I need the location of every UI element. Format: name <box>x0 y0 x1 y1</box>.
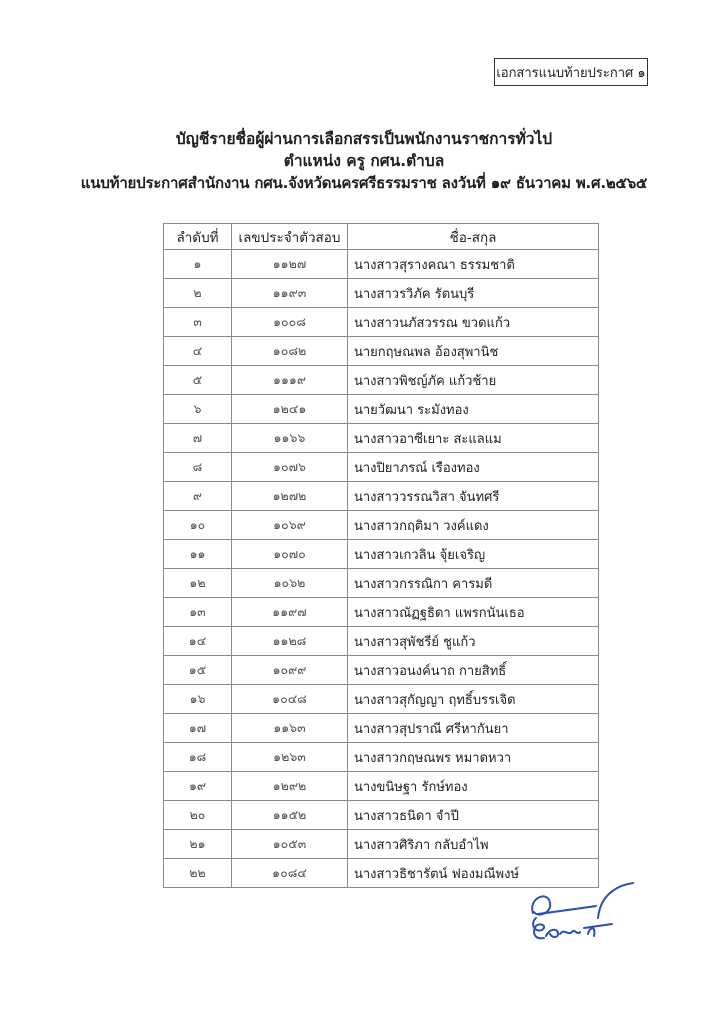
row-exam-id: ๑๐๗๐ <box>232 540 348 569</box>
table-row <box>164 772 599 801</box>
row-order: ๑๕ <box>164 656 232 685</box>
row-exam-id: ๑๐๘๒ <box>232 337 348 366</box>
table-row <box>164 540 599 569</box>
row-order: ๑๓ <box>164 598 232 627</box>
row-order: ๑๙ <box>164 772 232 801</box>
row-name: นางสาวธิชารัตน์ ฟองมณีพงษ์ <box>348 859 599 888</box>
title-line-1: บัญชีรายชื่อผู้ผ่านการเลือกสรรเป็นพนักงานราชการทั่วไป <box>175 130 553 148</box>
table-row <box>164 337 599 366</box>
row-name: นางสาวกฤติมา วงค์แดง <box>348 511 599 540</box>
row-exam-id: ๑๒๖๓ <box>232 743 348 772</box>
row-exam-id: ๑๑๒๘ <box>232 627 348 656</box>
row-exam-id: ๑๐๐๘ <box>232 308 348 337</box>
row-name: นางสาวสุพัชรีย์ ชูแก้ว <box>348 627 599 656</box>
table-row <box>164 453 599 482</box>
table-row <box>164 395 599 424</box>
row-order: ๑๒ <box>164 569 232 598</box>
row-name: นางสาวพิชญ์ภัค แก้วช้าย <box>348 366 599 395</box>
row-exam-id: ๑๒๔๑ <box>232 395 348 424</box>
row-order: ๑๑ <box>164 540 232 569</box>
table-row <box>164 482 599 511</box>
row-exam-id: ๑๑๖๓ <box>232 714 348 743</box>
row-name: นางสาวสุกัญญา ฤทธิ์บรรเจิด <box>348 685 599 714</box>
row-exam-id: ๑๐๔๘ <box>232 685 348 714</box>
row-order: ๒๐ <box>164 801 232 830</box>
row-exam-id: ๑๑๖๖ <box>232 424 348 453</box>
table-row <box>164 627 599 656</box>
row-name: นางสาวศิริภา กลับอำไพ <box>348 830 599 859</box>
table-row <box>164 569 599 598</box>
row-order: ๒๑ <box>164 830 232 859</box>
row-name: นางสาวอาซีเยาะ สะแลแม <box>348 424 599 453</box>
row-name: นางสาวกฤษณพร หมาดหวา <box>348 743 599 772</box>
table-row <box>164 656 599 685</box>
row-exam-id: ๑๒๗๒ <box>232 482 348 511</box>
table-row <box>164 366 599 395</box>
row-name: นางสาววรรณวิสา จันทศรี <box>348 482 599 511</box>
row-exam-id: ๑๐๗๖ <box>232 453 348 482</box>
row-exam-id: ๑๐๙๙ <box>232 656 348 685</box>
header-order: ลำดับที่ <box>164 224 232 250</box>
row-order: ๕ <box>164 366 232 395</box>
table-row <box>164 743 599 772</box>
table-row <box>164 279 599 308</box>
row-exam-id: ๑๑๕๒ <box>232 801 348 830</box>
row-order: ๘ <box>164 453 232 482</box>
table-header-row <box>164 224 599 250</box>
row-order: ๑๗ <box>164 714 232 743</box>
row-exam-id: ๑๑๒๗ <box>232 250 348 279</box>
row-exam-id: ๑๑๑๙ <box>232 366 348 395</box>
header-exam-id: เลขประจำตัวสอบ <box>232 224 348 250</box>
row-exam-id: ๑๑๙๗ <box>232 598 348 627</box>
table-row <box>164 511 599 540</box>
row-order: ๑ <box>164 250 232 279</box>
row-order: ๒๒ <box>164 859 232 888</box>
row-exam-id: ๑๐๘๔ <box>232 859 348 888</box>
signature-icon <box>528 878 638 958</box>
row-name: นายวัฒนา ระมังทอง <box>348 395 599 424</box>
row-order: ๖ <box>164 395 232 424</box>
row-order: ๒ <box>164 279 232 308</box>
row-order: ๓ <box>164 308 232 337</box>
row-order: ๔ <box>164 337 232 366</box>
row-order: ๑๘ <box>164 743 232 772</box>
row-order: ๙ <box>164 482 232 511</box>
table-row <box>164 598 599 627</box>
title-line-3: แนบท้ายประกาศสำนักงาน กศน.จังหวัดนครศรีธรรมราช ลงวันที่ ๑๙ ธันวาคม พ.ศ.๒๕๖๕ <box>80 174 648 192</box>
row-exam-id: ๑๐๕๓ <box>232 830 348 859</box>
table-row <box>164 830 599 859</box>
row-name: นางสาวสุปราณี ศรีหากันยา <box>348 714 599 743</box>
row-name: นางสาวสุรางคณา ธรรมชาติ <box>348 250 599 279</box>
candidate-table <box>163 223 599 888</box>
table-row <box>164 801 599 830</box>
row-name: นางสาวอนงค์นาถ กายสิทธิ์ <box>348 656 599 685</box>
row-name: นายกฤษณพล อ้องสุพานิช <box>348 337 599 366</box>
row-exam-id: ๑๐๖๒ <box>232 569 348 598</box>
table-row <box>164 714 599 743</box>
row-name: นางสาวกรรณิกา คารมดี <box>348 569 599 598</box>
title-line-2: ตำแหน่ง ครู กศน.ตำบล <box>283 152 445 170</box>
row-name: นางสาวเกวลิน จุ้ยเจริญ <box>348 540 599 569</box>
header-name: ชื่อ-สกุล <box>348 224 599 250</box>
row-order: ๗ <box>164 424 232 453</box>
row-name: นางปิยาภรณ์ เรืองทอง <box>348 453 599 482</box>
table-row <box>164 250 599 279</box>
row-exam-id: ๑๑๙๓ <box>232 279 348 308</box>
document-title <box>0 128 728 194</box>
row-order: ๑๐ <box>164 511 232 540</box>
row-order: ๑๔ <box>164 627 232 656</box>
attachment-label: เอกสารแนบท้ายประกาศ ๑ <box>494 58 648 86</box>
table-row <box>164 424 599 453</box>
row-name: นางสาวธนิดา จำปี <box>348 801 599 830</box>
row-name: นางสาวนภัสวรรณ ขวดแก้ว <box>348 308 599 337</box>
row-name: นางสาวณัฏฐธิดา แพรกนันเธอ <box>348 598 599 627</box>
row-order: ๑๖ <box>164 685 232 714</box>
table-row <box>164 308 599 337</box>
row-name: นางสาวรวิภัค รัตนบุรี <box>348 279 599 308</box>
row-name: นางขนิษฐา รักษ์ทอง <box>348 772 599 801</box>
row-exam-id: ๑๒๙๒ <box>232 772 348 801</box>
table-row <box>164 685 599 714</box>
row-exam-id: ๑๐๖๙ <box>232 511 348 540</box>
